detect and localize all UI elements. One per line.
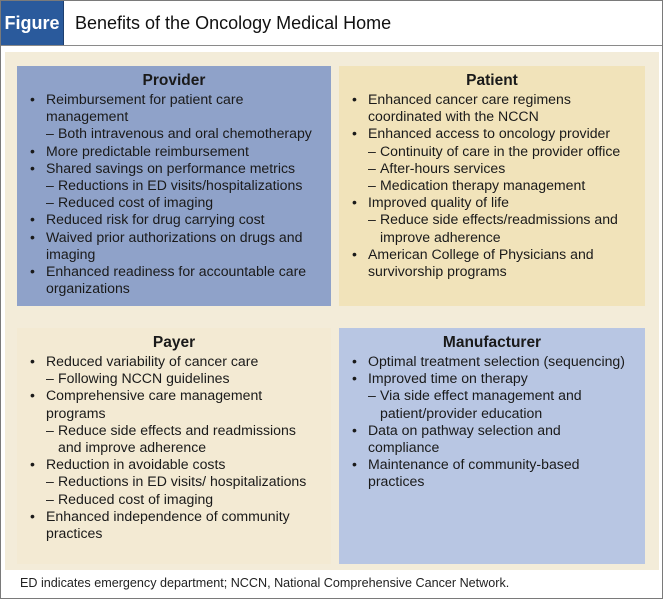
quadrant-title: Manufacturer [442, 334, 542, 351]
bullet-item [27, 211, 321, 228]
dash-icon: – [46, 473, 54, 490]
bullet-item [27, 160, 321, 177]
bullet-text: Reduction in avoidable costs [46, 456, 226, 473]
bullet-icon: • [30, 263, 35, 280]
sub-item [349, 211, 635, 245]
bullet-icon: • [352, 353, 357, 369]
bullet-text: Enhanced independence of community practices [46, 507, 290, 542]
bullet-icon: • [352, 125, 357, 142]
bullet-item [349, 194, 635, 211]
bullet-text: Waived prior authorizations on drugs and imaging [46, 228, 303, 262]
bullet-item [27, 387, 321, 421]
quadrant-title: Payer [152, 334, 196, 351]
sub-item [349, 177, 635, 194]
bullet-icon: • [352, 245, 357, 262]
sub-item-text: Reduced cost of imaging [58, 490, 214, 507]
bullet-icon: • [30, 228, 35, 245]
bullet-text: More predictable reimbursement [46, 142, 249, 159]
sub-item-text: Reduced cost of imaging [58, 194, 214, 211]
sub-item-text: After-hours services [380, 159, 506, 176]
sub-item [27, 177, 321, 194]
sub-item [27, 370, 321, 387]
dash-icon: – [46, 421, 54, 438]
bullet-item [349, 370, 635, 387]
dash-icon: – [46, 194, 54, 211]
quadrant-patient [339, 66, 645, 306]
sub-item-text: Following NCCN guidelines [58, 370, 230, 387]
bullet-text: Reduced variability of cancer care [46, 353, 259, 369]
quadrant-grid [5, 52, 659, 570]
sub-item [27, 422, 321, 456]
benefit-list [349, 91, 635, 280]
sub-item [27, 125, 321, 142]
footnote: ED indicates emergency department; NCCN, National Comprehensive Cancer Network. [20, 576, 510, 590]
bullet-icon: • [30, 159, 35, 176]
sub-item-text: Both intravenous and oral chemotherapy [58, 125, 312, 142]
bullet-icon: • [30, 456, 35, 473]
sub-item-text: Via side effect management and patient/provider education [380, 387, 582, 421]
quadrant-payer [17, 328, 331, 564]
bullet-item [349, 91, 635, 125]
dash-icon: – [46, 370, 54, 387]
sub-item [349, 143, 635, 160]
sub-item [27, 194, 321, 211]
bullet-icon: • [352, 370, 357, 387]
sub-item-text: Reduce side effects and readmissions and improve adherence [58, 421, 296, 456]
bullet-item [27, 508, 321, 542]
bullet-item [27, 456, 321, 473]
bullet-text: Improved time on therapy [368, 370, 528, 387]
bullet-text: Enhanced cancer care regimens coordinated with the NCCN [368, 91, 571, 125]
bullet-item [27, 143, 321, 160]
dash-icon: – [368, 159, 376, 176]
bullet-text: Enhanced readiness for accountable care organizations [46, 263, 307, 297]
bullet-text: Data on pathway selection and compliance [368, 421, 561, 456]
bullet-icon: • [352, 456, 357, 473]
bullet-icon: • [30, 142, 35, 159]
quadrant-title: Patient [466, 72, 518, 89]
bullet-text: American College of Physicians and survivorship programs [368, 245, 594, 280]
dash-icon: – [368, 387, 376, 404]
figure-title: Benefits of the Oncology Medical Home [75, 13, 392, 33]
bullet-item [27, 353, 321, 370]
bullet-text: Optimal treatment selection (sequencing) [368, 353, 625, 369]
bullet-item [349, 422, 635, 456]
figure-label: Figure [1, 1, 64, 45]
bullet-text: Reduced risk for drug carrying cost [46, 211, 265, 228]
bullet-icon: • [30, 91, 35, 107]
benefit-list [27, 353, 321, 542]
figure-header [1, 1, 662, 46]
bullet-icon: • [30, 507, 35, 524]
benefit-list [27, 91, 321, 297]
dash-icon: – [46, 125, 54, 142]
bullet-item [27, 91, 321, 125]
bullet-icon: • [30, 353, 35, 369]
bullet-item [349, 456, 635, 490]
bullet-icon: • [352, 421, 357, 438]
sub-item-text: Continuity of care in the provider office [380, 142, 621, 159]
bullet-item [349, 246, 635, 280]
sub-item-text: Reduce side effects/readmissions and improve adherence [380, 211, 618, 245]
quadrant-manufacturer [339, 328, 645, 564]
sub-item [27, 491, 321, 508]
bullet-icon: • [30, 211, 35, 228]
bullet-text: Maintenance of community-based practices [368, 456, 580, 490]
quadrant-provider [17, 66, 331, 306]
sub-item-text: Medication therapy management [380, 177, 586, 194]
sub-item [349, 387, 635, 421]
bullet-item [27, 229, 321, 263]
bullet-item [349, 125, 635, 142]
sub-item-text: Reductions in ED visits/ hospitalizations [58, 473, 307, 490]
bullet-text: Shared savings on performance metrics [46, 159, 296, 176]
dash-icon: – [368, 177, 376, 194]
sub-item [349, 160, 635, 177]
dash-icon: – [46, 177, 54, 194]
bullet-icon: • [352, 91, 357, 107]
bullet-icon: • [30, 387, 35, 404]
dash-icon: – [368, 142, 376, 159]
sub-item-text: Reductions in ED visits/hospitalizations [58, 177, 303, 194]
dash-icon: – [368, 211, 376, 228]
bullet-text: Improved quality of life [368, 194, 510, 211]
dash-icon: – [46, 490, 54, 507]
bullet-text: Comprehensive care management programs [46, 387, 263, 421]
bullet-icon: • [352, 194, 357, 211]
bullet-item [27, 263, 321, 297]
quadrant-title: Provider [142, 72, 206, 89]
bullet-text: Reimbursement for patient care management [46, 91, 244, 125]
bullet-item [349, 353, 635, 370]
benefit-list [349, 353, 635, 491]
sub-item [27, 473, 321, 490]
bullet-text: Enhanced access to oncology provider [368, 125, 611, 142]
